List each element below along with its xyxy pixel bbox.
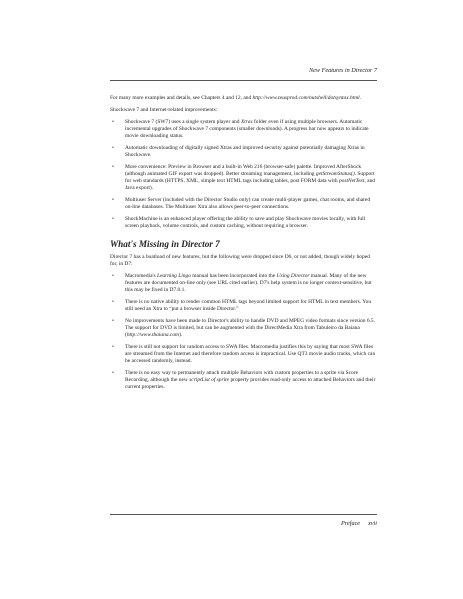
list-item bbox=[110, 370, 377, 391]
running-head: New Features in Director 7 bbox=[309, 67, 377, 74]
item-text: Shockwave 7 (SW7) uses a single system player and bbox=[125, 119, 241, 125]
emphasis-text: postNetText bbox=[338, 178, 365, 184]
item-text: ShockMachine is an enhanced player offering the ability to save and play Shockwave movies locally, with full screen playback, volume controls, and custom caching, without requiring a browser. bbox=[125, 216, 366, 229]
bullet-icon: • bbox=[112, 197, 114, 203]
shockwave-intro: Shockwave 7 and Internet-related improvements: bbox=[110, 107, 218, 113]
section-heading: What's Missing in Director 7 bbox=[110, 239, 220, 249]
list-item bbox=[110, 273, 377, 294]
item-text: ). bbox=[178, 332, 183, 338]
emphasis-text: getStreamStatus() bbox=[315, 171, 355, 177]
page-number: xvii bbox=[368, 520, 377, 527]
item-text: Automatic downloading of digitally signed Xtras and improved security against potentially damaging Xtras in Shockwave. bbox=[125, 145, 365, 158]
item-text: property provides read-only access to attached Behaviors and their current properties. bbox=[125, 377, 376, 390]
missing-feature-list bbox=[110, 273, 377, 391]
intro-link[interactable]: http://www.zeusprod.com/nutshell/dotsyntax.html bbox=[252, 95, 360, 101]
intro-paragraph: For many more examples and details, see Chapters 4 and 12, and http://www.zeusprod.com/nutshell/dotsyntax.html. bbox=[110, 95, 361, 101]
item-text: manual. Many of the new features are documented on-line only (see URL cited earlier). D7's help system is no longer context-sensitive, but this may be fixed in D7.0.1. bbox=[125, 273, 372, 293]
list-item bbox=[110, 318, 377, 339]
bullet-icon: • bbox=[112, 164, 114, 170]
bullet-icon: • bbox=[112, 273, 114, 279]
missing-intro: Director 7 has a boatload of new features, but the following were dropped since D6, or not added, though widely hoped for, in D7: bbox=[110, 254, 370, 267]
bullet-icon: • bbox=[112, 370, 114, 376]
footer-label: Preface bbox=[341, 520, 361, 527]
footer-rule bbox=[110, 514, 377, 515]
body-content bbox=[110, 95, 377, 396]
emphasis-text: Xtras bbox=[240, 119, 253, 125]
item-text: Multiuser Server (included with the Director Studio only) can create multi-player games, chat rooms, and shared on-line databases. The Multiuser Xtra also allows peer-to-peer connections. bbox=[125, 197, 371, 210]
item-text: There is still not support for random access to SWA files. Macromedia justifies this by saying that most SWA files are streamed from the Internet and therefore random access is impractical. Use QT3 movie audio tracks, which can be accessed randomly, instead. bbox=[125, 344, 376, 364]
list-item bbox=[110, 119, 377, 140]
list-item bbox=[110, 145, 377, 159]
item-text: More convenience: Preview in Browser and a built-in Web 216 (browser-safe) palette. Improved AfterShock (although animated GIF export was dropped). Better streaming management, including bbox=[125, 164, 362, 177]
emphasis-text: scriptList of sprite bbox=[189, 377, 230, 383]
emphasis-text: http://www.tbaiana.com bbox=[126, 332, 179, 338]
list-item bbox=[110, 164, 377, 192]
item-text: There is no easy way to permanently attach multiple Behaviors with custom properties to a sprite via Score Recording, although the new bbox=[125, 370, 358, 383]
list-item bbox=[110, 299, 377, 313]
bullet-icon: • bbox=[112, 344, 114, 350]
item-text: No improvements have been made to Director's ability to handle DVD and MPEG video formats since version 6.5. The support for DVD is limited, but can be augmented with the DirectMedia Xtra from Tabuleiro da Baiana ( bbox=[125, 318, 375, 338]
list-item bbox=[110, 197, 377, 211]
item-text: . Support for web standards (HTTPS, XML, simple text HTML tags including tables, post FORM data with bbox=[125, 171, 375, 184]
item-text: Macromedia's bbox=[125, 273, 157, 279]
bullet-icon: • bbox=[112, 216, 114, 222]
header-rule bbox=[110, 80, 377, 81]
item-text: There is no native ability to render common HTML tags beyond limited support for HTML in text members. You still need an Xtra to “put a browser inside Director.” bbox=[125, 299, 372, 312]
emphasis-text: Using Director bbox=[276, 273, 310, 279]
emphasis-text: Learning Lingo bbox=[156, 273, 191, 279]
bullet-icon: • bbox=[112, 119, 114, 125]
item-text: , and Java export). bbox=[125, 178, 376, 191]
item-text: folder even if using multiple browsers. Automatic incremental upgrades of Shockwave 7 components (smaller downloads). A progress bar now appears to indicate movie downloading status. bbox=[125, 119, 369, 139]
bullet-icon: • bbox=[112, 145, 114, 151]
bullet-icon: • bbox=[112, 318, 114, 324]
list-item bbox=[110, 216, 377, 230]
item-text: manual has been incorporated into the bbox=[190, 273, 277, 279]
list-item bbox=[110, 344, 377, 365]
shockwave-feature-list bbox=[110, 119, 377, 230]
page-footer bbox=[341, 520, 377, 527]
bullet-icon: • bbox=[112, 299, 114, 305]
